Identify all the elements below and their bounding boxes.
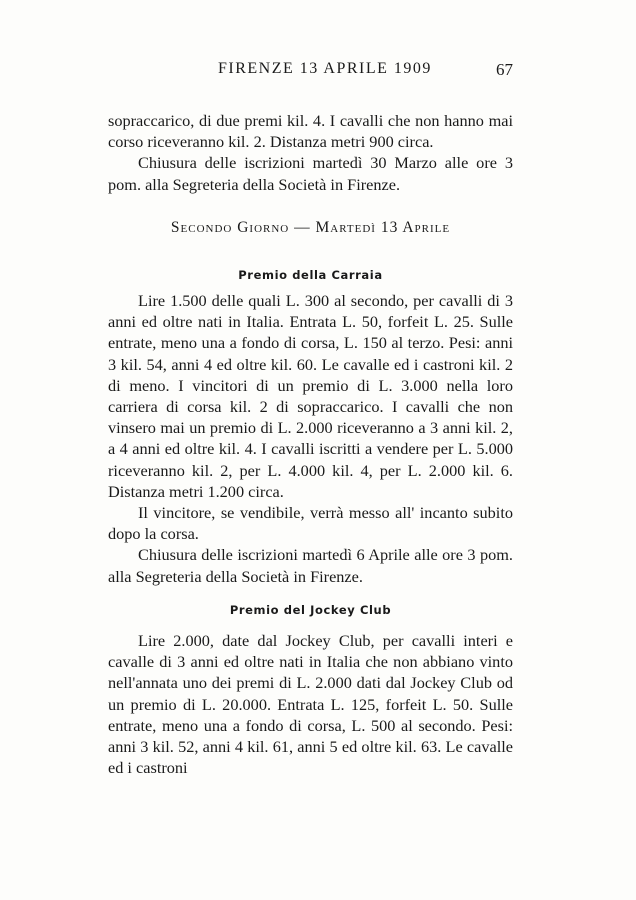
prize-carraia-body	[108, 290, 513, 587]
closing-entries-paragraph: Chiusura delle iscrizioni martedì 30 Marzo alle ore 3 pom. alla Segreteria della Società in Firenze.	[108, 153, 513, 194]
prize-title-jockey-club: Premio del Jockey Club	[229, 603, 392, 617]
prize-carraia-closing: Chiusura delle iscrizioni martedì 6 Aprile alle ore 3 pom. alla Segreteria della Società in Firenze.	[108, 545, 513, 586]
page-number: 67	[496, 60, 513, 79]
prize-jockey-club-conditions: Lire 2.000, date dal Jockey Club, per cavalli interi e cavalle di 3 anni ed oltre nati in Italia che non abbiano vinto nell'annata uno dei premi di L. 2.000 dati dal Jockey Club od un premio di L. 20.000. Entrata L. 125, forfeit L. 50. Sulle entrate, meno una a fondo di corsa, L. 500 al secondo. Pesi: anni 3 kil. 52, anni 4 kil. 61, anni 5 ed oltre kil. 63. Le cavalle ed i castroni	[108, 631, 513, 778]
day-heading: Secondo Giorno — Martedì 13 Aprile	[170, 219, 451, 236]
carryover-paragraph: sopraccarico, di due premi kil. 4. I cavalli che non hanno mai corso riceveranno kil. 2. Distanza metri 900 circa.	[108, 111, 513, 152]
running-title: FIRENZE 13 APRILE 1909	[218, 60, 432, 77]
prize-jockey-club-body	[108, 630, 513, 778]
running-header	[108, 60, 513, 82]
carryover-block	[108, 110, 513, 195]
prize-title-carraia: Premio della Carraia	[238, 268, 383, 282]
prize-carraia-sale-note: Il vincitore, se vendibile, verrà messo all' incanto subito dopo la corsa.	[108, 503, 513, 544]
prize-carraia-conditions: Lire 1.500 delle quali L. 300 al secondo, per cavalli di 3 anni ed oltre nati in Italia. Entrata L. 50, forfeit L. 25. Sulle entrate, meno una a fondo di corsa, L. 150 al terzo. Pesi: anni 3 kil. 54, anni 4 ed oltre kil. 60. Le cavalle ed i castroni kil. 2 di meno. I vincitori di un premio di L. 3.000 nella loro carriera di corsa kil. 2 di sopraccarico. I cavalli che non vinsero mai un premio di L. 2.000 riceveranno a 3 anni kil. 2, a 4 anni ed oltre kil. 4. I cavalli iscritti a vendere per L. 5.000 riceveranno kil. 2, per L. 4.000 kil. 4, per L. 2.000 kil. 6. Distanza metri 1.200 circa.	[108, 291, 513, 501]
